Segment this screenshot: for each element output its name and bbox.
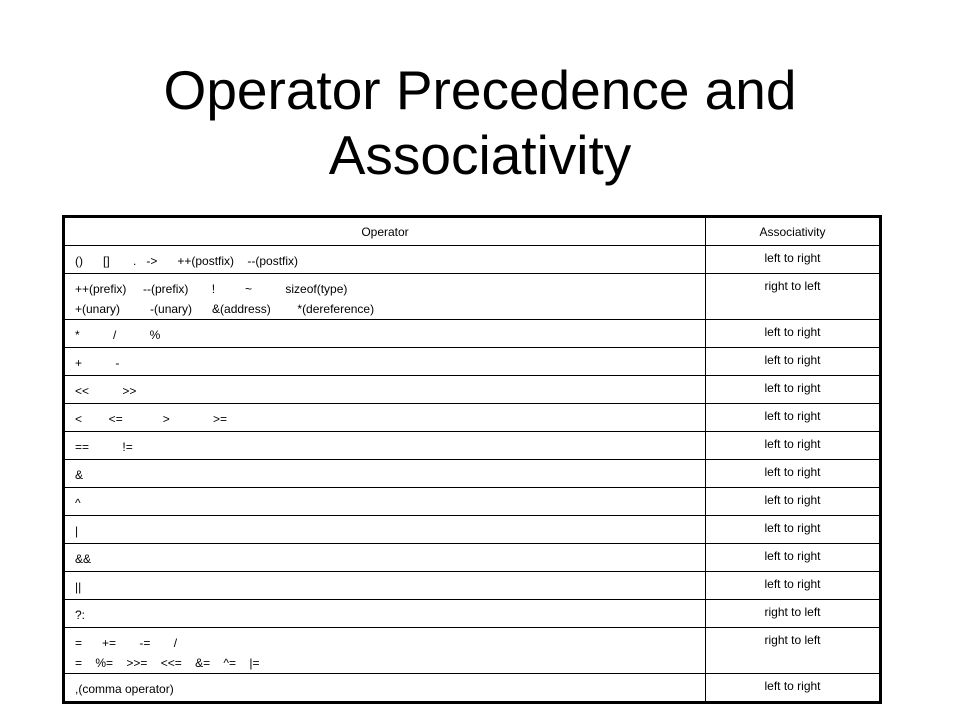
operators-line: ^ — [75, 496, 81, 510]
table-row — [64, 274, 881, 320]
associativity-cell: left to right — [706, 246, 881, 274]
title-line-2: Associativity — [328, 124, 632, 186]
associativity-cell: right to left — [706, 628, 881, 674]
operators-line: () [] . -> ++(postfix) --(postfix) — [75, 254, 299, 268]
operator-column-header: Operator — [64, 217, 706, 246]
associativity-cell: left to right — [706, 432, 881, 460]
associativity-cell: left to right — [706, 544, 881, 572]
table-row — [64, 600, 881, 628]
operators-line: & — [75, 468, 84, 482]
table-row — [64, 460, 881, 488]
associativity-cell: left to right — [706, 320, 881, 348]
operators-cell — [64, 488, 706, 516]
operators-line: ?: — [75, 608, 86, 622]
table-row — [64, 246, 881, 274]
operators-line: * / % — [75, 328, 161, 342]
operators-cell — [64, 628, 706, 674]
operators-cell — [64, 544, 706, 572]
associativity-cell: left to right — [706, 516, 881, 544]
operators-cell — [64, 246, 706, 274]
table-row — [64, 674, 881, 703]
table-row — [64, 544, 881, 572]
associativity-cell: right to left — [706, 600, 881, 628]
table-row — [64, 488, 881, 516]
operators-line: ,(comma operator) — [75, 682, 174, 696]
table-row — [64, 628, 881, 674]
table-row — [64, 376, 881, 404]
operators-cell — [64, 274, 706, 320]
operators-line: ++(prefix) --(prefix) ! ~ sizeof(type) — [75, 282, 348, 296]
operators-cell — [64, 320, 706, 348]
operators-line: << >> — [75, 384, 137, 398]
operators-line: + - — [75, 356, 120, 370]
associativity-cell: left to right — [706, 376, 881, 404]
operators-cell — [64, 432, 706, 460]
operators-line: = += -= / — [75, 636, 178, 650]
associativity-cell: right to left — [706, 274, 881, 320]
table-body — [64, 246, 881, 703]
associativity-cell: left to right — [706, 488, 881, 516]
operators-cell — [64, 516, 706, 544]
associativity-cell: left to right — [706, 460, 881, 488]
associativity-cell: left to right — [706, 348, 881, 376]
operators-cell — [64, 674, 706, 703]
operators-line: = %= >>= <<= &= ^= |= — [75, 656, 260, 670]
operators-cell — [64, 376, 706, 404]
precedence-table — [62, 215, 882, 704]
operators-cell — [64, 460, 706, 488]
operators-cell — [64, 348, 706, 376]
operators-cell — [64, 404, 706, 432]
table-row — [64, 432, 881, 460]
table-row — [64, 516, 881, 544]
associativity-cell: left to right — [706, 674, 881, 703]
operators-line: | — [75, 524, 79, 538]
operators-cell — [64, 572, 706, 600]
operators-line: < <= > >= — [75, 412, 228, 426]
operators-line: == != — [75, 440, 133, 454]
table-row — [64, 320, 881, 348]
table-row — [64, 572, 881, 600]
associativity-cell: left to right — [706, 572, 881, 600]
associativity-cell: left to right — [706, 404, 881, 432]
table-row — [64, 348, 881, 376]
associativity-column-header: Associativity — [706, 217, 881, 246]
title-line-1: Operator Precedence and — [163, 59, 797, 121]
operators-cell — [64, 600, 706, 628]
table-header-row — [64, 217, 881, 246]
slide-title — [0, 58, 960, 188]
operators-line: && — [75, 552, 92, 566]
operators-line: || — [75, 580, 82, 594]
table-row — [64, 404, 881, 432]
operators-line: +(unary) -(unary) &(address) *(dereference) — [75, 302, 375, 316]
